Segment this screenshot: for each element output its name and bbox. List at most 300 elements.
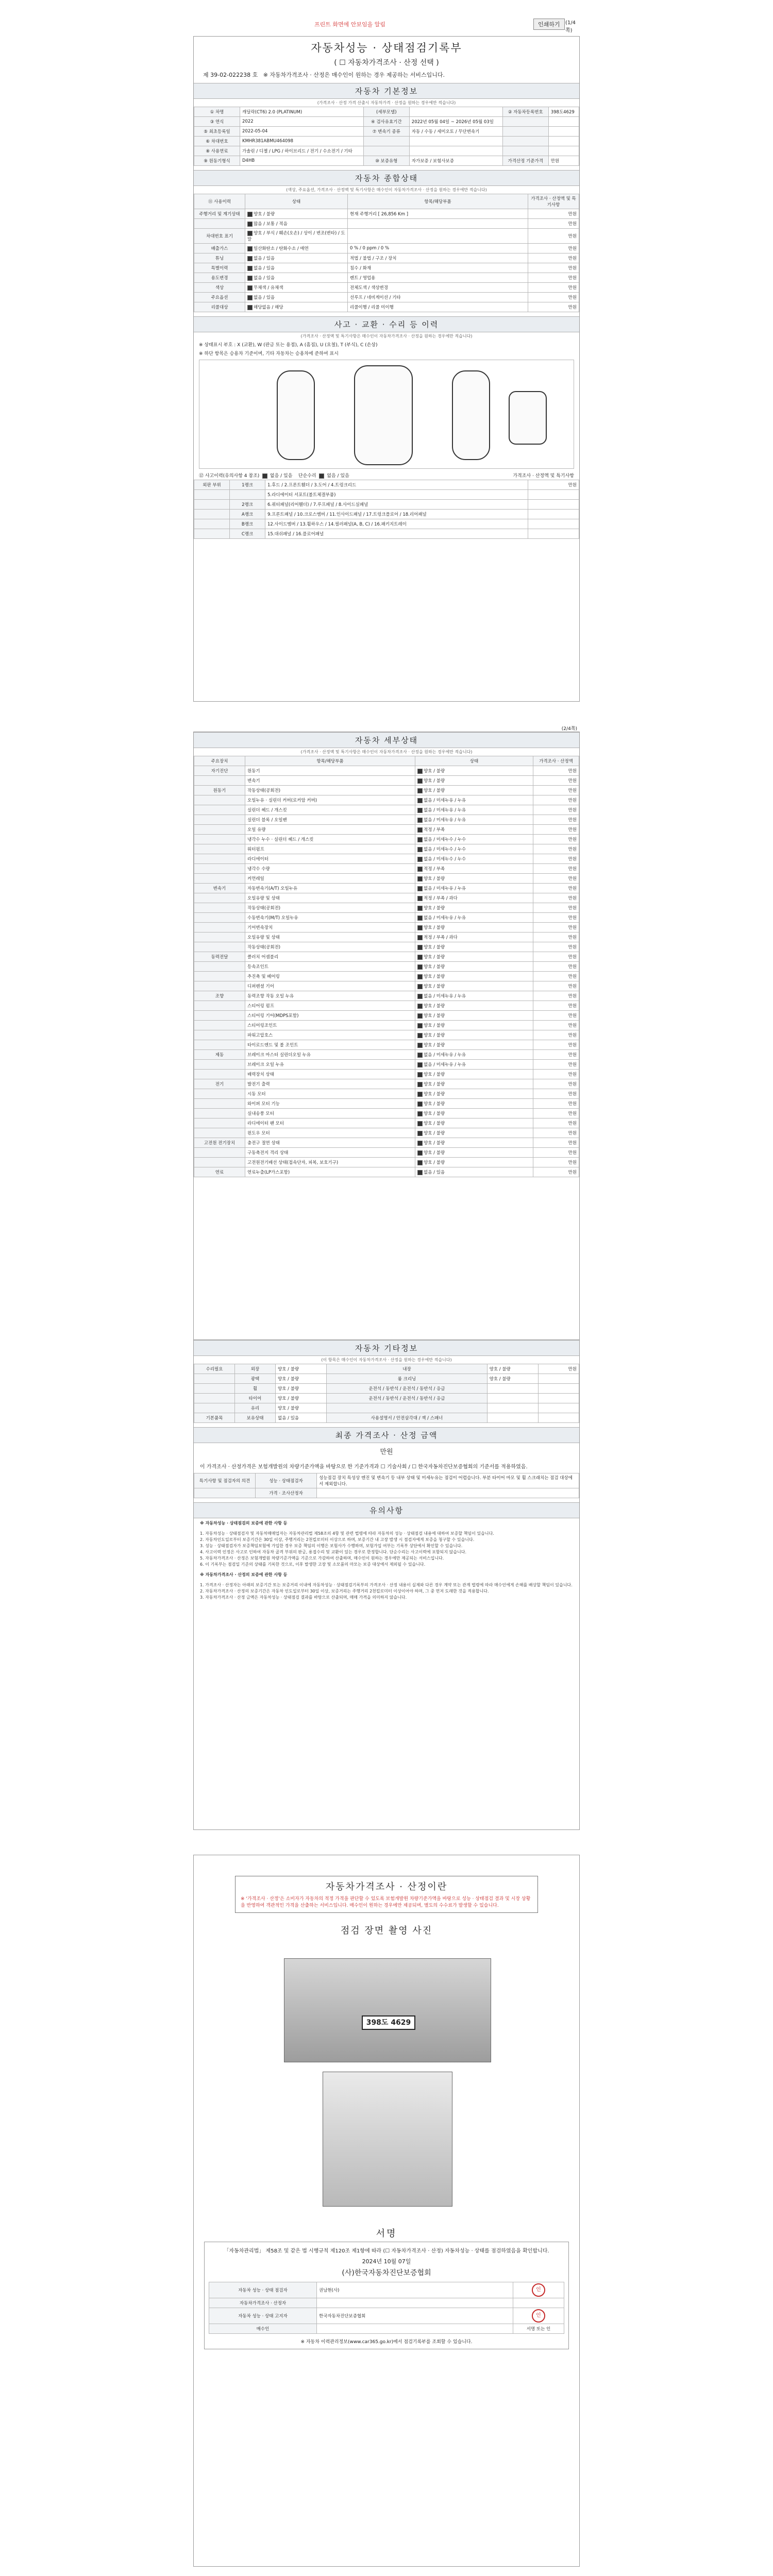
basic-value: 캐딜락(CT6) 2.0 (PLATINUM) xyxy=(240,107,364,117)
detail-checkbox xyxy=(417,925,423,930)
detail-item: 오일유량 및 상태 xyxy=(245,933,415,942)
detail-row xyxy=(194,913,579,923)
detail-price: 만원 xyxy=(533,991,579,1001)
detail-state: 없음 / 미세누유 / 누유 xyxy=(415,795,533,805)
detail-row xyxy=(194,1001,579,1011)
detail-row xyxy=(194,776,579,786)
notice-title: 유의사항 xyxy=(194,1502,579,1518)
detail-row xyxy=(194,844,579,854)
detail-price: 만원 xyxy=(533,1128,579,1138)
overall-detail: 0 % / 0 ppm / 0 % xyxy=(348,244,528,253)
accident-rank: 2랭크 xyxy=(230,500,265,510)
detail-checkbox xyxy=(417,1141,423,1146)
detail-price: 만원 xyxy=(533,1050,579,1060)
detail-price: 만원 xyxy=(533,1099,579,1109)
detail-price: 만원 xyxy=(533,805,579,815)
detail-group xyxy=(194,874,245,884)
detail-state: 없음 / 미세누수 / 누수 xyxy=(415,844,533,854)
accident-part-label xyxy=(194,519,230,529)
sign-name xyxy=(317,2298,513,2308)
detail-checkbox xyxy=(417,1082,423,1087)
basic-label: ⑤ 최초등록일 xyxy=(194,127,240,137)
detail-group xyxy=(194,972,245,981)
guide-box xyxy=(235,1876,538,1913)
detail-row xyxy=(194,795,579,805)
detail-state: 양호 / 불량 xyxy=(415,1109,533,1118)
car-diagram xyxy=(199,360,574,469)
accident-row xyxy=(194,519,579,529)
detail-row xyxy=(194,952,579,962)
sign-role: 자동차 성능 · 상태 고지자 xyxy=(209,2308,317,2324)
detail-state: 양호 / 불량 xyxy=(415,1079,533,1089)
basic-info-sub: (가격조사 · 산정 가격 산출시 자동차가격 · 산정을 원하는 경우에만 적습니다) xyxy=(317,100,456,105)
detail-checkbox xyxy=(417,935,423,940)
overall-price: 만원 xyxy=(528,293,579,302)
other-price xyxy=(539,1384,579,1394)
detail-item: 등속조인트 xyxy=(245,962,415,972)
detail-state: 없음 / 미세누수 / 누수 xyxy=(415,854,533,864)
overall-detail: 전체도색 / 색상변경 xyxy=(348,283,528,293)
basic-value-2: 2022년 05월 04일 ~ 2026년 05월 03일 xyxy=(409,117,502,127)
final-label: 특기사항 및 점검자의 의견 xyxy=(194,1473,256,1488)
license-plate: 398도 4629 xyxy=(362,2015,415,2030)
detail-group: 동력전달 xyxy=(194,952,245,962)
detail-head-cell: 상태 xyxy=(415,756,533,766)
other-item-2 xyxy=(327,1403,487,1413)
other-table xyxy=(194,1364,579,1423)
detail-state: 양호 / 불량 xyxy=(415,1089,533,1099)
notice-item: 2. 자동차인도일로부터 보증기간은 30일 이상, 주행거리는 2천킬로미터 이상으로 하며, 보증기간 내 고장 발생 시 점검자에게 보증을 청구할 수 있습니다. xyxy=(200,1537,475,1542)
overall-checkbox xyxy=(247,212,253,217)
other-price xyxy=(539,1374,579,1384)
detail-state: 양호 / 불량 xyxy=(415,1001,533,1011)
inspection-page-3 xyxy=(193,1340,580,1830)
detail-row xyxy=(194,825,579,835)
overall-row xyxy=(194,302,579,312)
detail-item: 윈도우 모터 xyxy=(245,1128,415,1138)
detail-row xyxy=(194,1089,579,1099)
detail-state: 양호 / 불량 xyxy=(415,923,533,933)
detail-item: 자동변속기(A/T) 오일누유 xyxy=(245,884,415,893)
accident-title: 사고 · 교환 · 수리 등 이력 xyxy=(194,316,579,332)
overall-price: 만원 xyxy=(528,229,579,244)
detail-item: 브레이크 오일 누유 xyxy=(245,1060,415,1070)
detail-state: 없음 / 미세누유 / 누유 xyxy=(415,805,533,815)
overall-row xyxy=(194,229,579,244)
inspection-page-4 xyxy=(193,1855,580,2567)
overall-row xyxy=(194,273,579,283)
overall-price: 만원 xyxy=(528,283,579,293)
overall-detail: 선루프 / 네비게이션 / 기타 xyxy=(348,293,528,302)
final-note: 이 가격조사 · 산정가격은 보험개발원의 차량기준가액을 바탕으로 한 기준가격과 ☐ 기술사회 / ☐ 한국자동차진단보증협회의 기준서를 적용하였음. xyxy=(200,1464,528,1470)
detail-group xyxy=(194,1128,245,1138)
detail-row xyxy=(194,815,579,825)
sign-law: 「자동차관리법」 제58조 및 같은 법 시행규칙 제120조 제1항에 따라 (☐ 자동차가격조사 · 산정) 자동차성능 · 상태를 점검하였음을 확인합니다. xyxy=(224,2248,549,2254)
detail-group xyxy=(194,1099,245,1109)
notice-item: 3. 자동차가격조사 · 산정 금액은 자동차성능 · 상태점검 결과를 바탕으로 산출되며, 매매 가격을 의미하지 않습니다. xyxy=(200,1595,407,1600)
accident-price xyxy=(528,510,579,519)
overall-state: 없음 / 있음 xyxy=(245,293,348,302)
overall-price: 만원 xyxy=(528,253,579,263)
detail-state: 양호 / 불량 xyxy=(415,776,533,786)
detail-item: 스티어링 펌프 xyxy=(245,1001,415,1011)
detail-group: 조향 xyxy=(194,991,245,1001)
detail-item: 오일유량 및 상태 xyxy=(245,893,415,903)
detail-price: 만원 xyxy=(533,972,579,981)
detail-checkbox xyxy=(417,808,423,813)
detail-state: 없음 / 미세누유 / 누유 xyxy=(415,884,533,893)
sign-role: 자동차 성능 · 상태 점검자 xyxy=(209,2282,317,2298)
overall-label: 배출가스 xyxy=(194,244,245,253)
detail-state: 양호 / 불량 xyxy=(415,1138,533,1148)
detail-state: 적정 / 부족 xyxy=(415,825,533,835)
other-item: 광택 xyxy=(235,1374,276,1384)
basic-label-3: ② 자동차등록번호 xyxy=(502,107,548,117)
detail-price: 만원 xyxy=(533,874,579,884)
accident-part-label: 외판 부위 xyxy=(194,480,230,490)
detail-item: 발전기 출력 xyxy=(245,1079,415,1089)
detail-row xyxy=(194,1011,579,1021)
overall-state: 많음 / 보통 / 적음 xyxy=(245,219,348,229)
accident-parts: 1.후드 / 2.프론트휀더 / 3.도어 / 4.트렁크리드 xyxy=(265,480,528,490)
detail-group xyxy=(194,1040,245,1050)
other-item-2: 룸 크리닝 xyxy=(327,1374,487,1384)
sign-mark xyxy=(513,2298,564,2308)
final-row xyxy=(194,1488,579,1498)
detail-price: 만원 xyxy=(533,962,579,972)
overall-detail xyxy=(348,219,528,229)
sign-date: 2024년 10월 07일 xyxy=(362,2258,411,2265)
detail-state: 양호 / 불량 xyxy=(415,942,533,952)
sign-title: 서명 xyxy=(376,2228,397,2239)
detail-item: 동력조향 작동 오일 누유 xyxy=(245,991,415,1001)
lift-car-photo xyxy=(323,2072,452,2207)
overall-state: 무채색 / 유채색 xyxy=(245,283,348,293)
detail-checkbox xyxy=(417,1062,423,1067)
detail-checkbox xyxy=(417,1160,423,1165)
overall-row xyxy=(194,263,579,273)
simple-repair-checkbox xyxy=(319,473,324,479)
detail-row xyxy=(194,884,579,893)
detail-price: 만원 xyxy=(533,844,579,854)
other-row xyxy=(194,1413,579,1423)
detail-checkbox xyxy=(417,974,423,979)
basic-value-3: 만원 xyxy=(548,156,579,166)
detail-row xyxy=(194,981,579,991)
overall-checkbox xyxy=(247,222,253,227)
detail-checkbox xyxy=(417,994,423,999)
detail-price: 만원 xyxy=(533,1040,579,1050)
notice-list-2 xyxy=(194,1580,579,1603)
sign-mark xyxy=(513,2282,564,2298)
print-notice: 프린트 화면에 안보임을 알림 xyxy=(314,21,386,28)
detail-item: 배력장치 상태 xyxy=(245,1070,415,1079)
detail-state: 양호 / 불량 xyxy=(415,1128,533,1138)
detail-row xyxy=(194,874,579,884)
detail-item: 스티어링조인트 xyxy=(245,1021,415,1030)
accident-parts: 9.프론트패널 / 10.크로스멤버 / 11.인사이드패널 / 17.트렁크플로어 / 18.리어패널 xyxy=(265,510,528,519)
sign-name xyxy=(317,2324,513,2334)
detail-head xyxy=(194,756,579,766)
accident-part-label xyxy=(194,490,230,500)
other-item-2: 사용설명서 / 안전삼각대 / 잭 / 스패너 xyxy=(327,1413,487,1423)
detail-row xyxy=(194,1167,579,1177)
final-sub: 성능 · 상태점검자 xyxy=(256,1473,317,1488)
page-count: (1/4쪽) xyxy=(565,20,576,33)
overall-checkbox xyxy=(247,231,253,236)
basic-value-2 xyxy=(409,107,502,117)
other-state: 양호 / 불량 xyxy=(276,1394,327,1403)
detail-checkbox xyxy=(417,867,423,872)
detail-state: 양호 / 불량 xyxy=(415,1011,533,1021)
other-state: 양호 / 불량 xyxy=(276,1403,327,1413)
detail-group: 제동 xyxy=(194,1050,245,1060)
sign-table xyxy=(209,2282,564,2334)
detail-state: 없음 / 미세누유 / 누유 xyxy=(415,991,533,1001)
overall-checkbox xyxy=(247,256,253,261)
basic-label: ① 차명 xyxy=(194,107,240,117)
detail-row xyxy=(194,1030,579,1040)
notice-item: 1. 자동차성능 · 상태점검자 및 자동차매매업자는 자동차관리법 제58조의 4항 및 관련 법령에 따라 자동차의 성능 · 상태점검 내용에 대하여 보증할 책임이 있습니다. xyxy=(200,1531,494,1536)
basic-label-2: ⑩ 보증유형 xyxy=(363,156,409,166)
detail-row xyxy=(194,1050,579,1060)
detail-group xyxy=(194,1070,245,1079)
detail-price: 만원 xyxy=(533,1060,579,1070)
detail-state: 양호 / 불량 xyxy=(415,962,533,972)
notice-list-1 xyxy=(194,1529,579,1570)
detail-checkbox xyxy=(417,1131,423,1136)
overall-detail: 적법 / 불법 / 구조 / 장치 xyxy=(348,253,528,263)
detail-state: 양호 / 불량 xyxy=(415,874,533,884)
detail-checkbox xyxy=(417,798,423,803)
accident-price: 만원 xyxy=(528,480,579,490)
overall-checkbox xyxy=(247,295,253,300)
sign-row xyxy=(209,2282,564,2298)
detail-head-cell: 항목/해당부품 xyxy=(245,756,415,766)
detail-item: 추진축 및 베어링 xyxy=(245,972,415,981)
overall-price: 만원 xyxy=(528,263,579,273)
basic-label-2: ⑦ 변속기 종류 xyxy=(363,127,409,137)
accident-part-label xyxy=(194,510,230,519)
inspection-page-1 xyxy=(193,36,580,702)
accident-note-2: ※ 하단 항목은 승용차 기준이며, 기타 자동차는 승용차에 준하여 표시 xyxy=(199,351,339,357)
detail-table xyxy=(194,756,579,1177)
detail-group xyxy=(194,923,245,933)
detail-group xyxy=(194,1011,245,1021)
cert-suffix: 호 xyxy=(252,72,258,78)
final-row xyxy=(194,1473,579,1488)
detail-item: 디퍼렌셜 기어 xyxy=(245,981,415,991)
detail-item: 원동기 xyxy=(245,766,415,776)
overall-row xyxy=(194,219,579,229)
detail-item: 오일 유량 xyxy=(245,825,415,835)
detail-group xyxy=(194,835,245,844)
detail-group: 변속기 xyxy=(194,884,245,893)
other-sub: (이 항목은 매수인이 자동차가격조사 · 산정을 원하는 경우에만 적습니다) xyxy=(321,1358,452,1362)
detail-item: 냉각수 누수 · 실린더 헤드 / 개스킷 xyxy=(245,835,415,844)
accident-rank: 1랭크 xyxy=(230,480,265,490)
detail-item: 워터펌프 xyxy=(245,844,415,854)
detail-price: 만원 xyxy=(533,1158,579,1167)
detail-checkbox xyxy=(417,1150,423,1156)
detail-group xyxy=(194,913,245,923)
basic-label-2 xyxy=(363,146,409,156)
accident-row xyxy=(194,510,579,519)
detail-price: 만원 xyxy=(533,923,579,933)
accident-rank: A랭크 xyxy=(230,510,265,519)
detail-checkbox xyxy=(417,788,423,793)
basic-row xyxy=(194,127,579,137)
print-button[interactable]: 인쇄하기 xyxy=(533,19,565,30)
detail-checkbox xyxy=(417,1111,423,1116)
detail-group xyxy=(194,893,245,903)
detail-checkbox xyxy=(417,1033,423,1038)
detail-state: 적정 / 부족 / 과다 xyxy=(415,893,533,903)
accident-note-1: ※ 상태표시 부호 : X (교환), W (판금 또는 용접), A (흠집), U (요철), T (부식), C (손상) xyxy=(199,343,378,348)
detail-state: 양호 / 불량 xyxy=(415,1070,533,1079)
detail-checkbox xyxy=(417,1072,423,1077)
basic-row xyxy=(194,117,579,127)
detail-price: 만원 xyxy=(533,1167,579,1177)
detail-state: 양호 / 불량 xyxy=(415,1148,533,1158)
basic-label-2: (세부모델) xyxy=(363,107,409,117)
other-row xyxy=(194,1384,579,1394)
overall-state: 일산화탄소 / 탄화수소 / 매연 xyxy=(245,244,348,253)
basic-label-3 xyxy=(502,127,548,137)
detail-checkbox xyxy=(417,1013,423,1019)
detail-row xyxy=(194,1118,579,1128)
detail-item: 브레이크 마스터 실린더오일 누유 xyxy=(245,1050,415,1060)
accident-part-label xyxy=(194,500,230,510)
detail-price: 만원 xyxy=(533,1089,579,1099)
basic-value: 2022 xyxy=(240,117,364,127)
basic-label-3: 가격산정 기준가격 xyxy=(502,156,548,166)
detail-checkbox xyxy=(417,955,423,960)
overall-row xyxy=(194,293,579,302)
basic-row xyxy=(194,107,579,117)
detail-group: 고전원 전기장치 xyxy=(194,1138,245,1148)
basic-label: ③ 연식 xyxy=(194,117,240,127)
basic-value-2: 자동 / 수동 / 세미오토 / 무단변속기 xyxy=(409,127,502,137)
detail-price: 만원 xyxy=(533,942,579,952)
detail-item: 와이퍼 모터 기능 xyxy=(245,1099,415,1109)
detail-state: 양호 / 불량 xyxy=(415,1040,533,1050)
detail-checkbox xyxy=(417,837,423,842)
basic-row xyxy=(194,156,579,166)
other-price xyxy=(539,1394,579,1403)
detail-price: 만원 xyxy=(533,1001,579,1011)
detail-price: 만원 xyxy=(533,1148,579,1158)
detail-price: 만원 xyxy=(533,1021,579,1030)
detail-row xyxy=(194,1040,579,1050)
other-price xyxy=(539,1403,579,1413)
basic-label: ⑨ 원동기형식 xyxy=(194,156,240,166)
other-state: 양호 / 불량 xyxy=(276,1384,327,1394)
overall-state: 해당없음 / 해당 xyxy=(245,302,348,312)
detail-group xyxy=(194,1109,245,1118)
overall-row xyxy=(194,244,579,253)
guide-text: ※ '가격조사 · 산정'은 소비자가 자동차의 적정 가격을 판단할 수 있도록 보험개발원 차량기준가액을 바탕으로 성능 · 상태점검 결과 및 시장 상황을 반영하여 객관적인 가격을 산출하는 서비스입니다. 매수인이 원하는 경우에만 제공되며, 별도의 수수료가 발생할 수 있습니다. xyxy=(241,1896,531,1908)
overall-sub: (색상, 주요옵션, 가격조사 · 산정액 및 특기사항은 매수인이 자동차가격조사 · 산정을 원하는 경우에만 적습니다) xyxy=(286,188,487,192)
final-value xyxy=(317,1488,579,1498)
detail-checkbox xyxy=(417,1043,423,1048)
other-item-2: 내장 xyxy=(327,1364,487,1374)
detail-group xyxy=(194,1158,245,1167)
car-left-side xyxy=(277,370,315,460)
detail-group xyxy=(194,933,245,942)
detail-price: 만원 xyxy=(533,854,579,864)
overall-detail: 리콜이행 / 리콜 미이행 xyxy=(348,302,528,312)
detail-item: 기어변속장치 xyxy=(245,923,415,933)
accident-parts: 12.사이드멤버 / 13.휠하우스 / 14.필러패널(A, B, C) / 16.패키지트레이 xyxy=(265,519,528,529)
overall-label: 색상 xyxy=(194,283,245,293)
form-subtitle: ( ☐ 자동차가격조사 · 산정 선택 ) xyxy=(334,59,439,67)
basic-value-2 xyxy=(409,137,502,146)
overall-price: 만원 xyxy=(528,219,579,229)
accident-parts: 6.쿼터패널(리어휀더) / 7.루프패널 / 8.사이드실패널 xyxy=(265,500,528,510)
other-state-2 xyxy=(487,1413,538,1423)
detail-price: 만원 xyxy=(533,786,579,795)
accident-part-label xyxy=(194,529,230,539)
accident-row xyxy=(194,480,579,490)
other-row xyxy=(194,1403,579,1413)
overall-head xyxy=(194,194,579,209)
detail-state: 양호 / 불량 xyxy=(415,786,533,795)
sign-mark xyxy=(513,2324,564,2334)
accident-price xyxy=(528,519,579,529)
overall-price: 만원 xyxy=(528,302,579,312)
other-title: 자동차 기타정보 xyxy=(194,1340,579,1356)
detail-item: 파워고압호스 xyxy=(245,1030,415,1040)
detail-checkbox xyxy=(417,964,423,970)
detail-item: 수동변속기(M/T) 오일누유 xyxy=(245,913,415,923)
detail-checkbox xyxy=(417,818,423,823)
basic-info-table xyxy=(194,107,579,166)
detail-checkbox xyxy=(417,896,423,901)
other-item: 외장 xyxy=(235,1364,276,1374)
overall-title: 자동차 종합상태 xyxy=(194,170,579,186)
accident-price xyxy=(528,490,579,500)
car-frame-view xyxy=(509,391,547,445)
detail-price: 만원 xyxy=(533,815,579,825)
detail-checkbox xyxy=(417,827,423,833)
accident-rank: B랭크 xyxy=(230,519,265,529)
accident-sub: (가격조사 · 산정액 및 특기사항은 매수인이 자동차가격조사 · 산정을 원하는 경우에만 적습니다) xyxy=(300,334,473,338)
other-group xyxy=(194,1384,235,1394)
detail-price: 만원 xyxy=(533,825,579,835)
detail-row xyxy=(194,864,579,874)
overall-row xyxy=(194,253,579,263)
basic-value-3 xyxy=(548,127,579,137)
basic-value: 가솔린 / 디젤 / LPG / 하이브리드 / 전기 / 수소전기 / 기타 xyxy=(240,146,364,156)
detail-head-cell: 가격조사 · 산정액 xyxy=(533,756,579,766)
detail-group xyxy=(194,1021,245,1030)
detail-checkbox xyxy=(417,857,423,862)
notice-item: 3. 성능 · 상태점검자가 보증책임보험에 가입한 경우 보증 책임의 이행은 보험사가 수행하며, 보험가입 여부는 기록부 상단에서 확인할 수 있습니다. xyxy=(200,1544,463,1548)
detail-price: 만원 xyxy=(533,903,579,913)
detail-row xyxy=(194,1128,579,1138)
basic-value-2 xyxy=(409,146,502,156)
basic-label: ⑧ 사용연료 xyxy=(194,146,240,156)
detail-group xyxy=(194,1001,245,1011)
basic-value-3 xyxy=(548,146,579,156)
overall-detail: 렌트 / 영업용 xyxy=(348,273,528,283)
detail-group xyxy=(194,825,245,835)
overall-state: 없음 / 있음 xyxy=(245,263,348,273)
detail-price: 만원 xyxy=(533,776,579,786)
cert-prefix: 제 xyxy=(203,72,209,78)
detail-state: 양호 / 불량 xyxy=(415,1099,533,1109)
